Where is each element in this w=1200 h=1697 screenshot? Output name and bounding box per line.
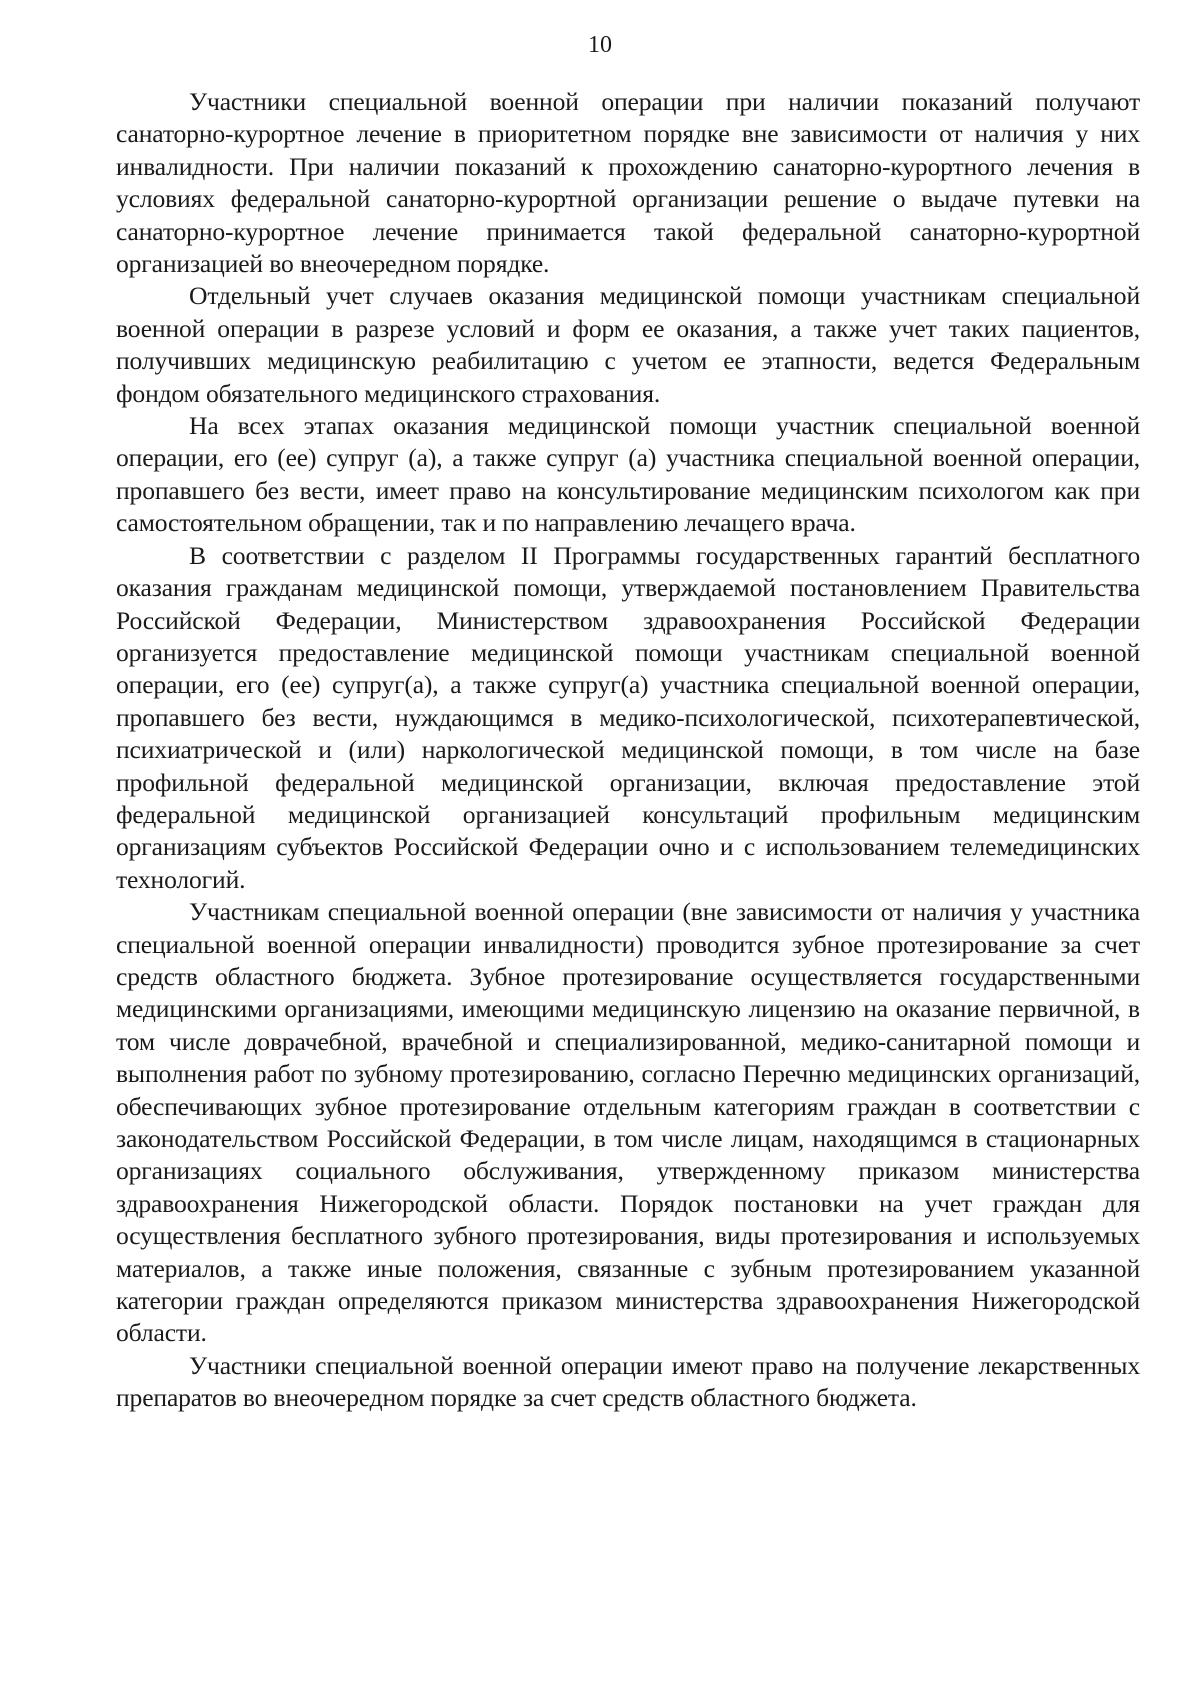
paragraph-medicines-priority: Участники специальной военной операции имеют право на получение лекарственных препаратов во внеочередном порядке за счет средств областного бюджета. — [116, 1350, 1140, 1413]
paragraph-dental-prosthetics: Участникам специальной военной операции (вне зависимости от наличия у участника специальной военной операции инвалидности) проводится зубное протезирование за счет средств областного бюджета. Зубное протезирование осуществляется государственными медицинскими организациями, имеющими медицинскую лицензию на оказание первичной, в том числе доврачебной, врачебной и специализированной, медико-санитарной помощи и выполнения работ по зубному протезированию, согласно Перечню медицинских организаций, обеспечивающих зубное протезирование отдельным категориям граждан в соответствии с законодательством Российской Федерации, в том числе лицам, находящимся в стационарных организациях социального обслуживания, утвержденному приказом министерства здравоохранения Нижегородской области. Порядок постановки на учет граждан для осуществления бесплатного зубного протезирования, виды протезирования и используемых материалов, а также иные положения, связанные с зубным протезированием указанной категории граждан определяются приказом министерства здравоохранения Нижегородской области. — [116, 897, 1140, 1348]
paragraph-separate-accounting: Отдельный учет случаев оказания медицинской помощи участникам специальной военной операции в разрезе условий и форм ее оказания, а также учет таких пациентов, получивших медицинскую реабилитацию с учетом ее этапности, ведется Федеральным фондом обязательного медицинского страхования. — [116, 281, 1140, 408]
paragraph-sanatorium-treatment: Участники специальной военной операции при наличии показаний получают санаторно-курортное лечение в приоритетном порядке вне зависимости от наличия у них инвалидности. При наличии показаний к прохождению санаторно-курортного лечения в условиях федеральной санаторно-курортной организации решение о выдаче путевки на санаторно-курортное лечение принимается такой федеральной санаторно-курортной организацией во внеочередном порядке. — [116, 87, 1140, 279]
paragraph-state-guarantees-program: В соответствии с разделом II Программы государственных гарантий бесплатного оказания гражданам медицинской помощи, утверждаемой постановлением Правительства Российской Федерации, Министерством здравоохранения Российской Федерации организуется предоставление медицинской помощи участникам специальной военной операции, его (ее) супруг(а), а также супруг(а) участника специальной военной операции, пропавшего без вести, нуждающимся в медико-психологической, психотерапевтической, психиатрической и (или) наркологической медицинской помощи, в том числе на базе профильной федеральной медицинской организации, включая предоставление этой федеральной медицинской организацией консультаций профильным медицинским организациям субъектов Российской Федерации очно и с использованием телемедицинских технологий. — [116, 540, 1140, 894]
document-body — [116, 86, 1140, 1415]
paragraph-psychologist-consulting: На всех этапах оказания медицинской помощи участник специальной военной операции, его (ее) супруг (а), а также супруг (а) участника специальной военной операции, пропавшего без вести, имеет право на консультирование медицинским психологом как при самостоятельном обращении, так и по направлению лечащего врача. — [116, 411, 1140, 538]
page-number: 10 — [588, 32, 612, 58]
